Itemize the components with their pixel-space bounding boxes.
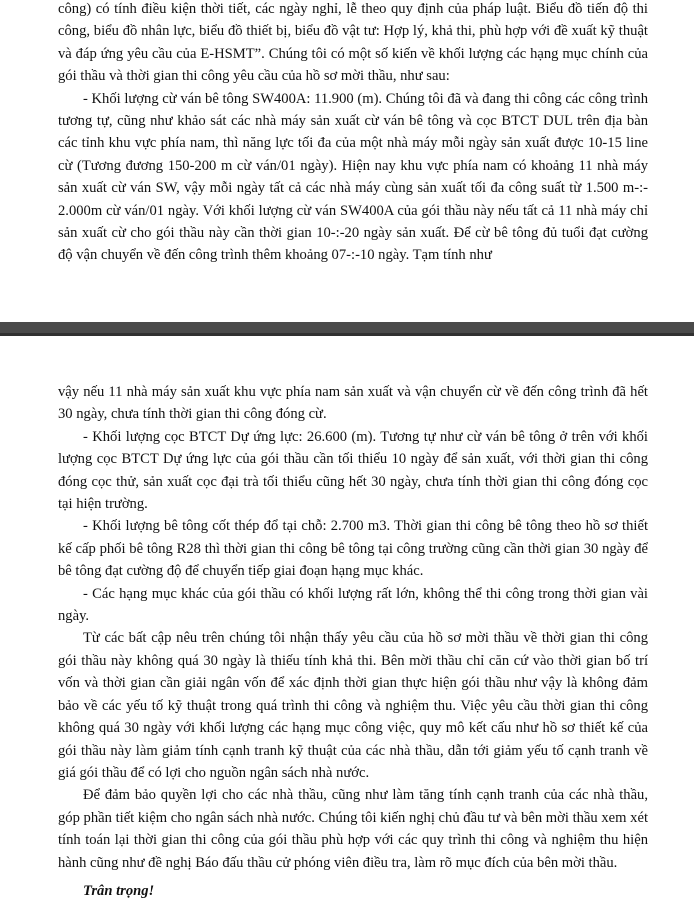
page-separator [0,322,694,336]
paragraph-sheet-pile: - Khối lượng cừ ván bê tông SW400A: 11.900 (m). Chúng tôi đã và đang thi công các công trình tương tự, cũng như khảo sát các nhà máy sản xuất cừ ván bê tông và cọc BTCT DUL trên địa bàn các tỉnh khu vực phía nam, thì năng lực tối đa của một nhà máy mỗi ngày sản xuất được 10-15 line cừ (Tương đương 150-200 m cừ ván/01 ngày). Hiện nay khu vực phía nam có khoảng 11 nhà máy sản xuất cừ ván SW, vậy mỗi ngày tất cả các nhà máy cùng sản xuất tối đa công suất từ 1.500 m-:- 2.000m cừ ván/01 ngày. Với khối lượng cừ ván SW400A của gói thầu này nếu tất cả 11 nhà máy chỉ sản xuất cừ cho gói thầu này cần thời gian 10-:-20 ngày sản xuất. Để cừ bê tông đủ tuổi đạt cường độ vận chuyển về đến công trình thêm khoảng 07-:-10 ngày. Tạm tính như [58,90,648,264]
document-page-bottom [0,336,694,898]
page-bottom-text [58,381,648,898]
page-top-text [58,0,648,267]
paragraph-other-items: - Các hạng mục khác của gói thầu có khối lượng rất lớn, không thể thi công trong thời gian vài ngày. [58,585,648,625]
signoff: Trân trọng! [83,882,155,898]
paragraph-pile: - Khối lượng cọc BTCT Dự ứng lực: 26.600 (m). Tương tự như cừ ván bê tông ở trên với khối lượng cọc BTCT Dự ứng lực của gói thầu cần tối thiểu 10 ngày để sản xuất, với thời gian thi công đóng cọc thử, sản xuất cọc đại trà tối thiểu cũng hết 30 ngày, chưa tính thời gian thi công đóng cọc tại hiện trường. [58,428,648,513]
paragraph-request: Để đảm bảo quyền lợi cho các nhà thầu, cũng như làm tăng tính cạnh tranh của các nhà thầu, góp phần tiết kiệm cho ngân sách nhà nước. Chúng tôi kiến nghị chủ đầu tư và bên mời thầu xem xét tính toán lại thời gian thi công của gói thầu phù hợp với các quy trình thi công và nghiệm thu hiện hành cũng như đề nghị Báo đấu thầu cử phóng viên điều tra, làm rõ mục đích của bên mời thầu. [58,787,648,871]
paragraph-concrete: - Khối lượng bê tông cốt thép đổ tại chỗ: 2.700 m3. Thời gian thi công bê tông theo hồ sơ thiết kế cấp phối bê tông R28 thì thời gian thi công bê tông tại công trường cũng cần thời gian 30 ngày để bê tông đạt cường độ để chuyển tiếp giai đoạn hạng mục khác. [58,518,648,580]
document-page-top [0,0,694,322]
paragraph-continuation: vậy nếu 11 nhà máy sản xuất khu vực phía nam sản xuất và vận chuyển cừ về đến công trình đã hết 30 ngày, chưa tính thời gian thi công đóng cừ. [58,384,648,423]
paragraph-intro: công) có tính điều kiện thời tiết, các ngày nghỉ, lễ theo quy định của pháp luật. Biểu đồ tiến độ thi công, biểu đồ nhân lực, biểu đồ thiết bị, biểu đồ vật tư: Hợp lý, khả thi, phù hợp với đề xuất kỹ thuật và đáp ứng yêu cầu của E-HSMT”. Chúng tôi có một số kiến về khối lượng các hạng mục chính của gói thầu và thời gian thi công yêu cầu của hồ sơ mời thầu, như sau: [58,1,648,85]
paragraph-conclusion: Từ các bất cập nêu trên chúng tôi nhận thấy yêu cầu của hồ sơ mời thầu về thời gian thi công gói thầu này không quá 30 ngày là thiếu tính khả thi. Bên mời thầu chỉ căn cứ vào thời gian bố trí vốn và thời gian cần giải ngân vốn để xác định thời gian thực hiện gói thầu như vậy là không đảm bảo về các yếu tố kỹ thuật trong quá trình thi công và nghiệm thu. Việc yêu cầu thời gian thi công không quá 30 ngày với khối lượng các hạng mục công việc, quy mô kết cấu như hồ sơ thiết kế của gói thầu này làm giảm tính cạnh tranh kỹ thuật của các nhà thầu, dẫn tới giảm yếu tố cạnh tranh về giá gói thầu để có lợi cho nguồn ngân sách nhà nước. [58,630,648,781]
